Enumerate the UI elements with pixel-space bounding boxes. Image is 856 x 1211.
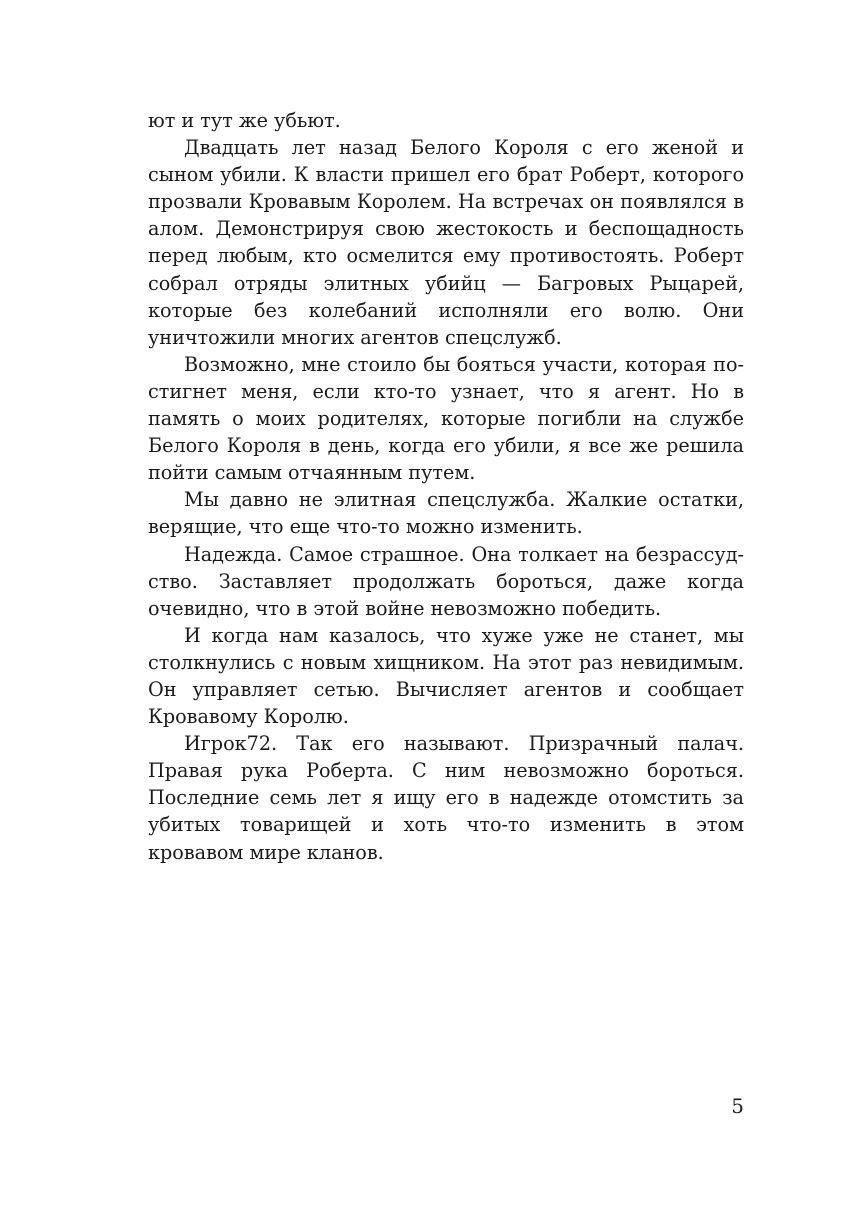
paragraph: Надежда. Самое страшное. Она толкает на безрассудство. Заставляет продолжать бороться, даже когда очевидно, что в этой войне невозможно победить. [148,542,744,620]
paragraph-continuation: ют и тут же убьют. [148,109,341,132]
page-number: 5 [731,1094,744,1118]
paragraph: И когда нам казалось, что хуже уже не станет, мы столкнулись с новым хищником. На этот раз невидимым. Он управляет сетью. Вычисляет агентов и сообщает Кровавому Королю. [148,623,744,729]
paragraph: Игрок72. Так его называют. Призрачный палач. Правая рука Роберта. С ним невозможно бороться. Последние семь лет я ищу его в надежде отомстить за убитых товарищей и хоть что-то изменить в этом кровавом мире кланов. [148,732,744,864]
paragraph: Возможно, мне стоило бы бояться участи, которая постигнет меня, если кто-то узнает, что я агент. Но в память о моих родителях, которые погибли на службе Белого Короля в день, когда его убили, я все же решила пойти самым отчаянным путем. [148,352,744,485]
paragraph: Двадцать лет назад Белого Короля с его женой и сыном убили. К власти пришел его брат Роберт, которого прозвали Кровавым Королем. На встречах он появлялся в алом. Демонстрируя свою жестокость и беспощадность перед любым, кто осмелится ему противостоять. Роберт собрал отряды элитных убийц — Багровых Рыцарей, которые без колебаний исполняли его волю. Они уничтожили многих агентов спецслужб. [148,136,744,349]
paragraph: Мы давно не элитная спецслужба. Жалкие остатки, верящие, что еще что-то можно изменить. [148,488,744,539]
body-text [148,107,744,866]
